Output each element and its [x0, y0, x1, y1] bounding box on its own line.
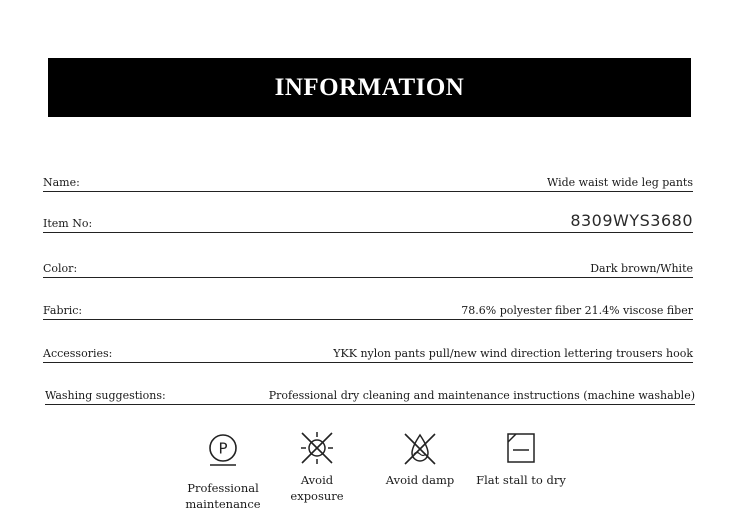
row-accessories: [43, 347, 693, 363]
row-item-no: [43, 211, 693, 233]
care-avoid-damp: [382, 428, 458, 488]
professional-maintenance-label: Professional maintenance: [185, 481, 261, 511]
row-fabric: [43, 304, 693, 320]
row-name: [43, 176, 693, 192]
fabric-value: 78.6% polyester fiber 21.4% viscose fiber: [461, 304, 693, 317]
row-washing: [45, 389, 695, 405]
color-label: Color:: [43, 262, 78, 275]
care-professional: [183, 428, 263, 512]
professional-dry-clean-icon: [203, 428, 243, 468]
flat-dry-icon: [501, 428, 541, 468]
care-avoid-exposure: [274, 428, 360, 504]
name-label: Name:: [43, 176, 80, 189]
washing-value: Professional dry cleaning and maintenance instructions (machine washable): [268, 389, 695, 402]
item-no-label: Item No:: [43, 217, 93, 230]
page-title: INFORMATION: [274, 73, 465, 101]
color-value: Dark brown/White: [590, 262, 693, 275]
washing-label: Washing suggestions:: [45, 389, 166, 402]
svg-text:P: P: [218, 439, 228, 458]
information-banner: [48, 58, 691, 117]
name-value: Wide waist wide leg pants: [546, 176, 693, 189]
flat-stall-to-dry-label: Flat stall to dry: [476, 473, 566, 487]
avoid-damp-label: Avoid damp: [385, 473, 455, 487]
avoid-damp-icon: [400, 428, 440, 468]
row-color: [43, 262, 693, 278]
fabric-label: Fabric:: [43, 304, 83, 317]
care-flat-dry: [476, 428, 566, 488]
accessories-label: Accessories:: [43, 347, 113, 360]
accessories-value: YKK nylon pants pull/new wind direction lettering trousers hook: [333, 347, 693, 360]
avoid-exposure-icon: [297, 428, 337, 468]
avoid-exposure-label: Avoid exposure: [290, 473, 344, 503]
item-no-value: 8309WYS3680: [570, 211, 693, 230]
